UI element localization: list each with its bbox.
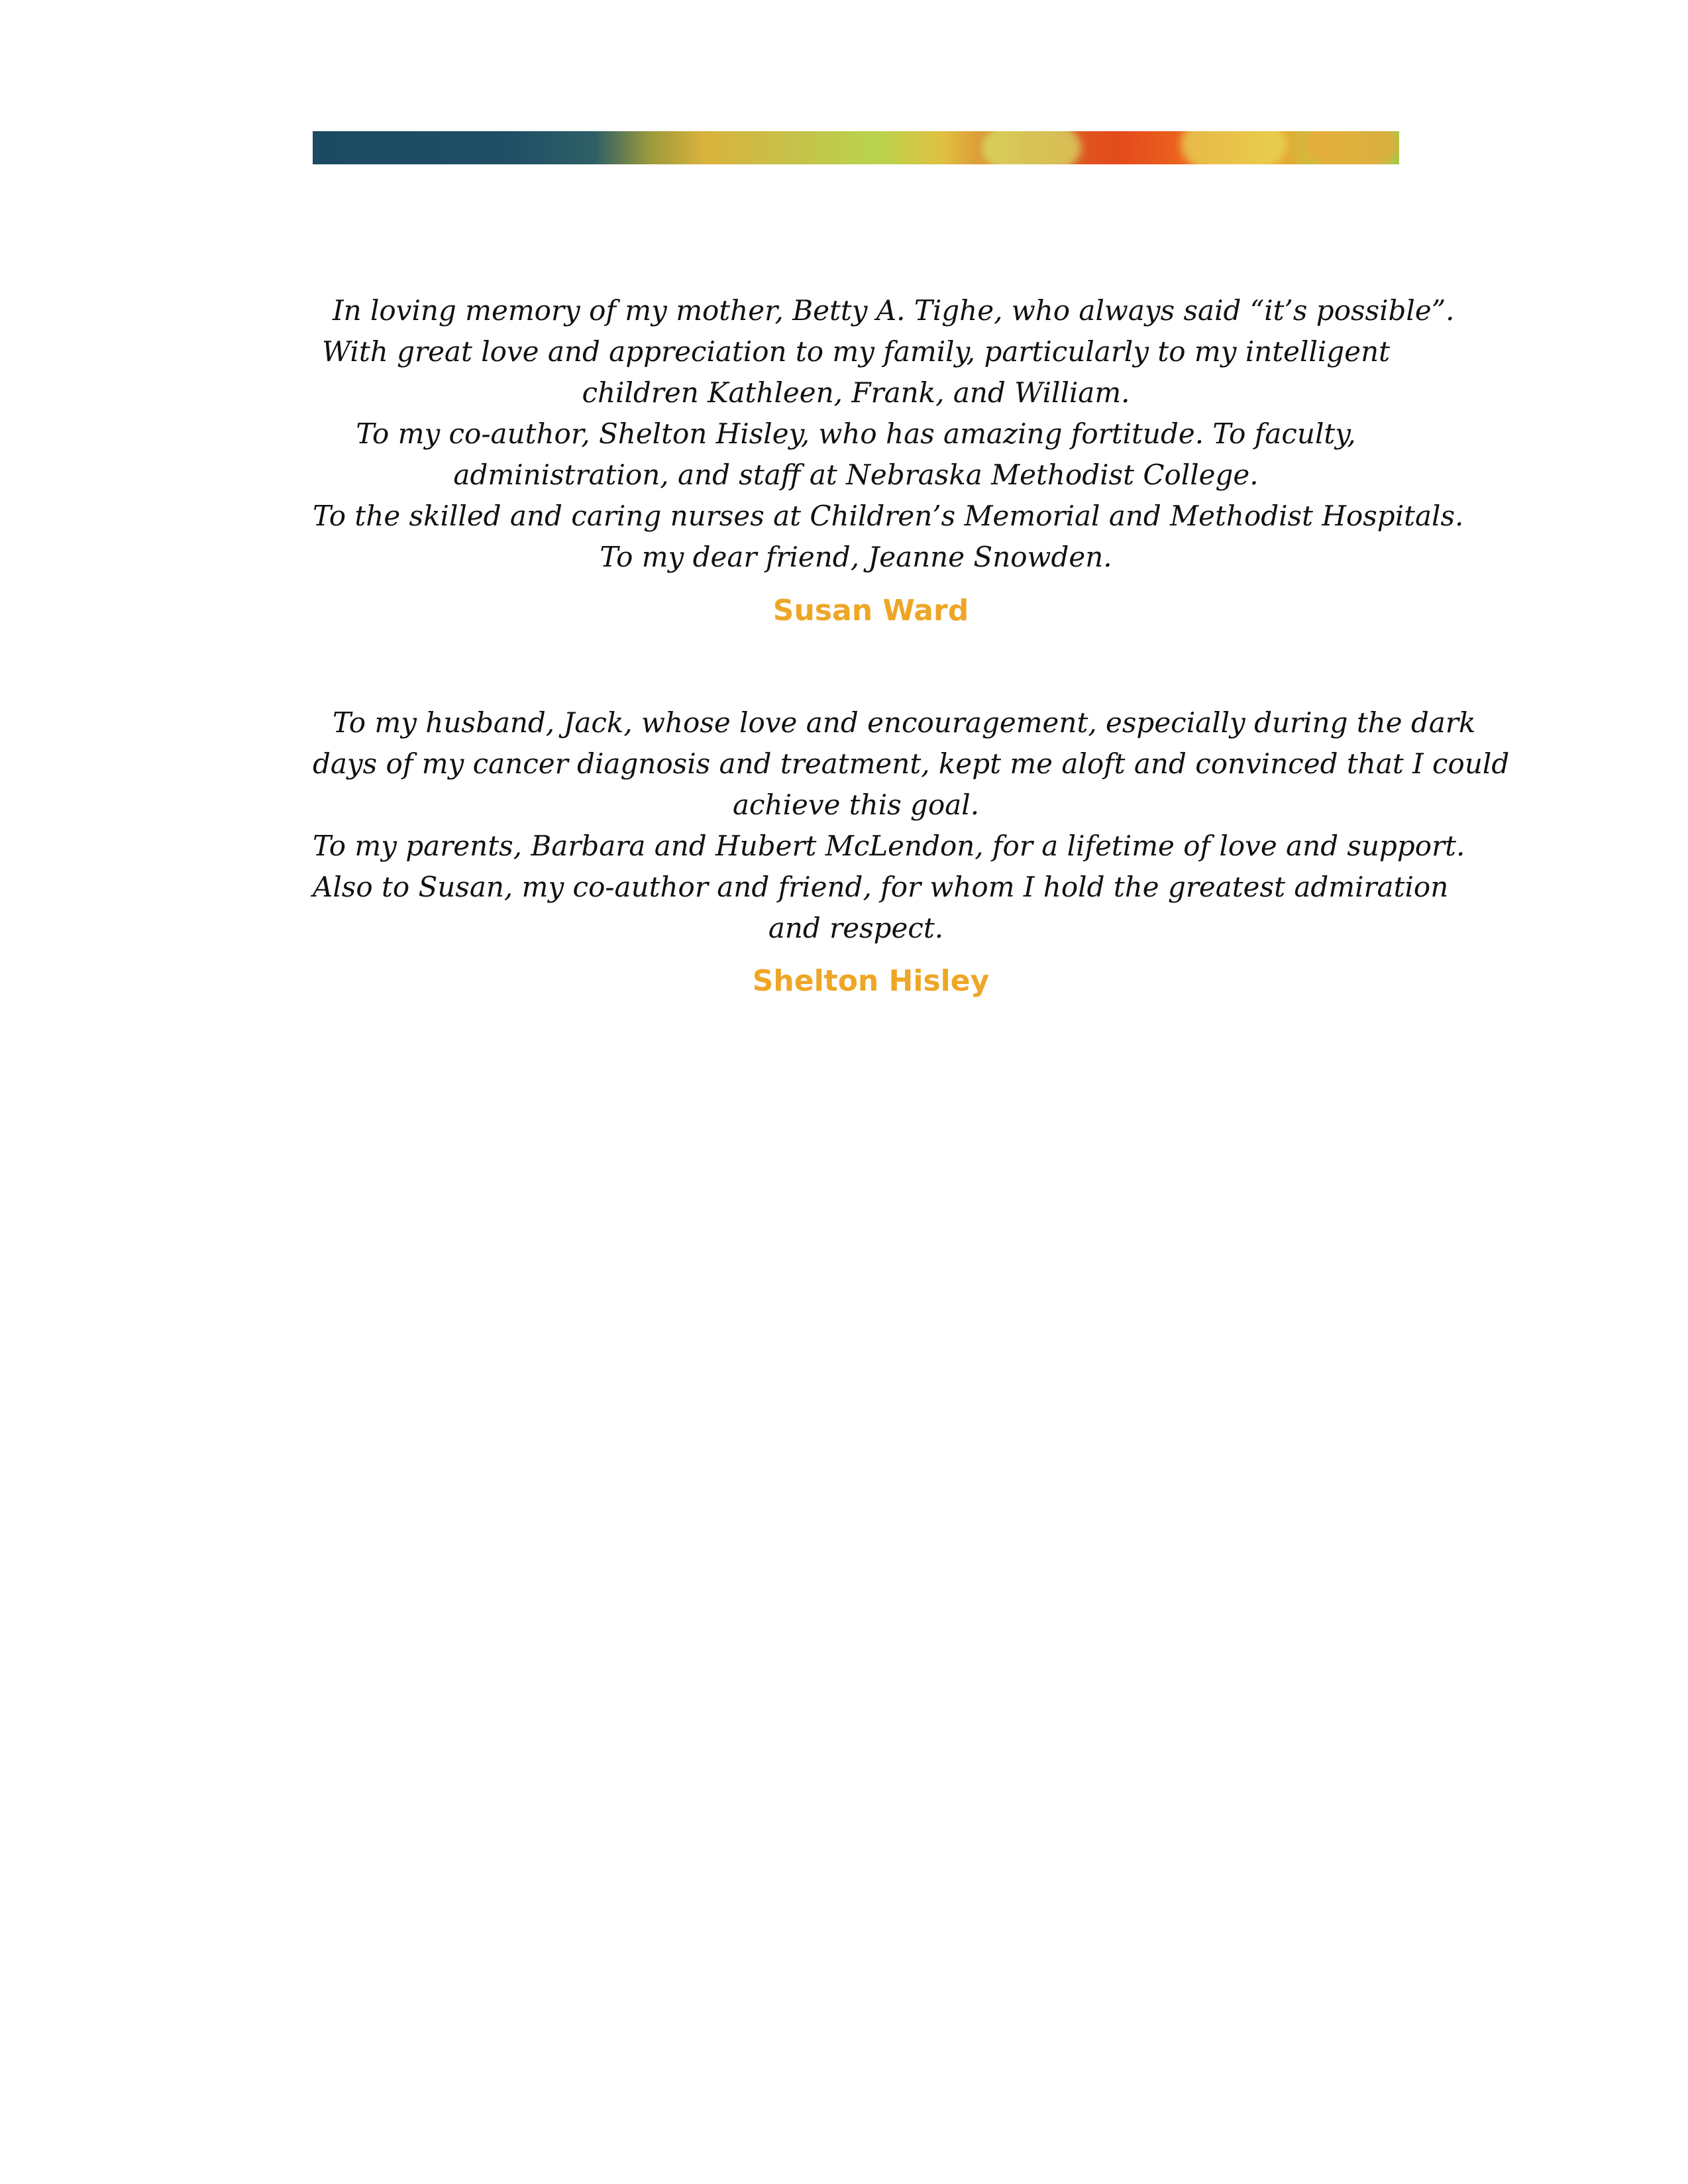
banner-highlight	[1306, 131, 1399, 164]
dedication-line: With great love and appreciation to my family, particularly to my intelligent	[321, 335, 1391, 368]
decorative-banner	[313, 131, 1399, 164]
dedication-line: administration, and staff at Nebraska Methodist College.	[453, 459, 1259, 491]
dedication-line: To my parents, Barbara and Hubert McLendon, for a lifetime of love and support.	[313, 830, 1465, 862]
dedication-line: and respect.	[768, 912, 944, 944]
dedication-line: Also to Susan, my co-author and friend, for whom I hold the greatest admiration	[313, 871, 1449, 903]
dedication-shelton-hisley	[313, 702, 1510, 949]
dedication-line: To the skilled and caring nurses at Children’s Memorial and Methodist Hospitals.	[313, 500, 1464, 532]
signature-shelton-hisley: Shelton Hisley	[752, 964, 990, 998]
dedication-line: To my husband, Jack, whose love and encouragement, especially during the dark	[333, 706, 1476, 739]
dedication-line: In loving memory of my mother, Betty A. Tighe, who always said “it’s possible”.	[333, 294, 1455, 327]
dedication-line: To my co-author, Shelton Hisley, who has amazing fortitude. To faculty,	[356, 417, 1356, 450]
dedication-line: To my dear friend, Jeanne Snowden.	[600, 541, 1112, 573]
dedication-line: days of my cancer diagnosis and treatment, kept me aloft and convinced that I could	[313, 747, 1510, 780]
banner-highlight	[982, 131, 1081, 164]
banner-highlight	[1181, 131, 1287, 164]
dedication-line: children Kathleen, Frank, and William.	[582, 376, 1130, 409]
dedication-susan-ward	[313, 290, 1464, 578]
signature-susan-ward: Susan Ward	[772, 594, 969, 628]
dedication-line: achieve this goal.	[732, 789, 980, 821]
